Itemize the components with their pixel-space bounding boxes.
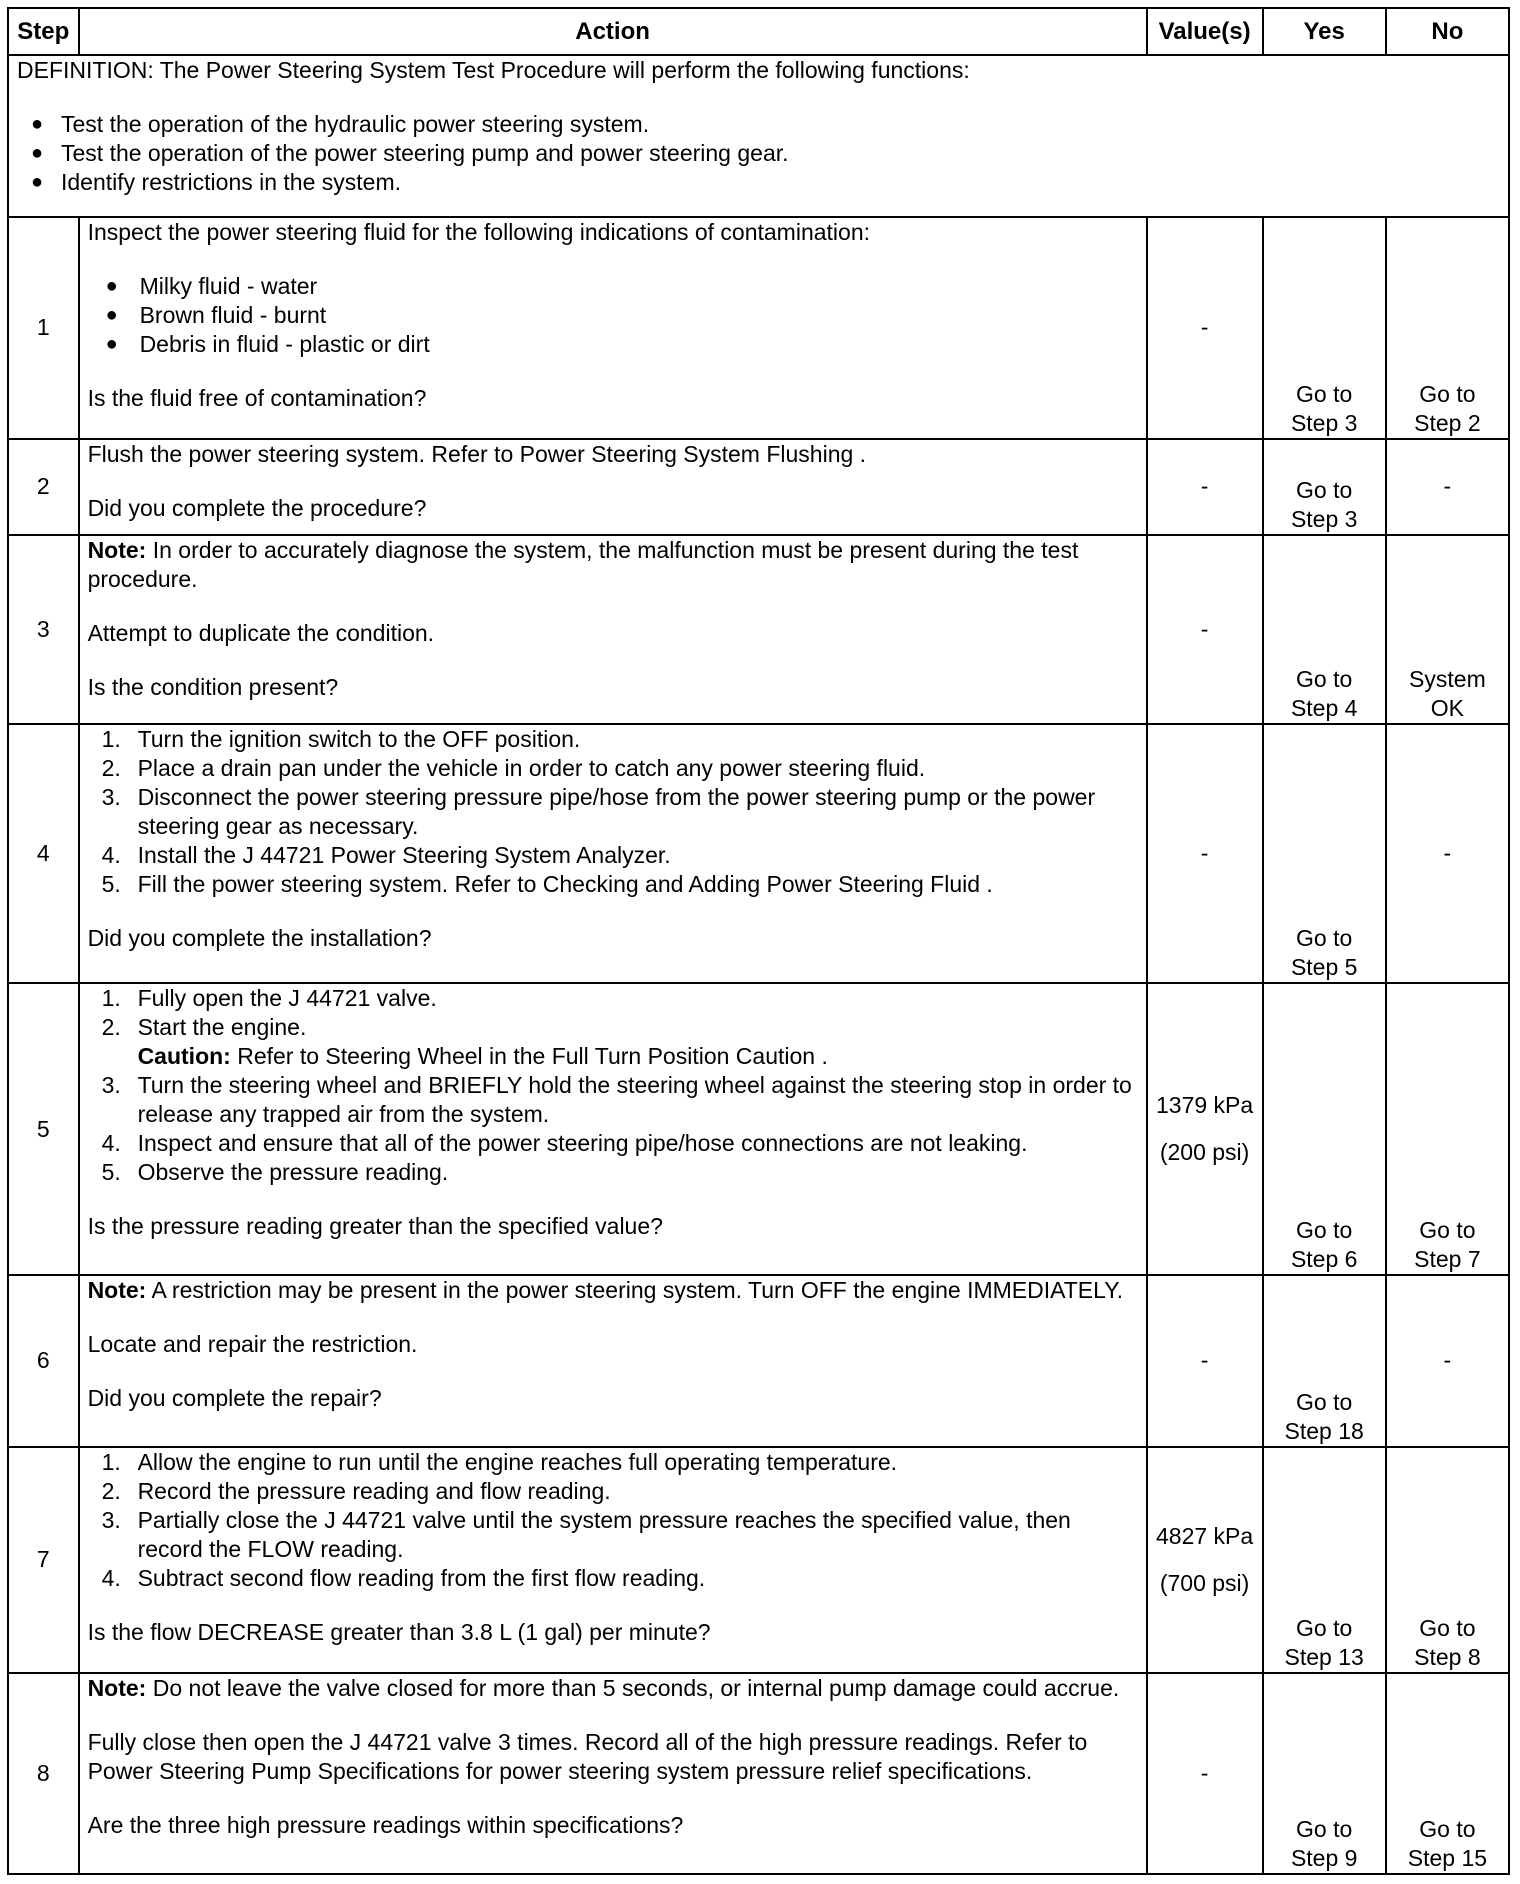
step-number: 1 <box>8 217 79 439</box>
step-number: 8 <box>8 1673 79 1874</box>
list-item: ● Milky fluid - water <box>88 272 1138 301</box>
action-question: Did you complete the installation? <box>87 924 432 951</box>
action-cell <box>79 217 1147 439</box>
item-text: Fill the power steering system. Refer to Checking and Adding Power Steering Fluid . <box>137 870 993 897</box>
definition-text: DEFINITION: The Power Steering System Test Procedure will perform the following functions: <box>17 57 970 84</box>
list-item <box>88 841 1138 870</box>
note-label: Note: <box>87 1675 147 1702</box>
action-cell <box>79 1447 1147 1674</box>
action-question: Is the fluid free of contamination? <box>87 384 427 411</box>
no-step: OK <box>1430 694 1464 721</box>
action-question: Is the condition present? <box>87 673 339 700</box>
action-question: Did you complete the procedure? <box>87 494 427 521</box>
action-cell <box>79 1275 1147 1446</box>
no-cell: - <box>1386 439 1509 535</box>
item-number: 3. <box>101 783 121 810</box>
list-item <box>88 1158 1138 1187</box>
item-number: 3. <box>101 1506 121 1533</box>
definition-row <box>8 55 1509 216</box>
value-cell <box>1147 1447 1263 1674</box>
no-step: Step 8 <box>1414 1644 1481 1671</box>
yes-cell <box>1263 1447 1386 1674</box>
yes-cell <box>1263 724 1386 983</box>
action-cell <box>79 535 1147 724</box>
yes-cell <box>1263 1275 1386 1446</box>
table-row <box>8 1447 1509 1674</box>
yes-step: Step 4 <box>1290 694 1358 721</box>
step-number: 4 <box>8 724 79 983</box>
action-question: Is the pressure reading greater than the specified value? <box>87 1213 663 1240</box>
yes-step: Step 3 <box>1290 505 1358 532</box>
header-row <box>8 8 1509 55</box>
item-number: 2. <box>101 1014 121 1041</box>
action-text: Fully close then open the J 44721 valve 3 times. Record all of the high pressure readings. Refer to Power Steering Pump Specifications for power steering system pressure relief specifications. <box>87 1729 1088 1785</box>
list-item: ● Test the operation of the power steering pump and power steering gear. <box>17 139 1500 168</box>
yes-step: Step 9 <box>1290 1845 1358 1871</box>
caution-block <box>138 1042 1138 1071</box>
yes-cell <box>1263 217 1386 439</box>
list-item: ● Brown fluid - burnt <box>88 301 1138 330</box>
list-item <box>88 1477 1138 1506</box>
action-list <box>88 725 1138 899</box>
table-row <box>8 217 1509 439</box>
item-number: 4. <box>101 1564 121 1591</box>
yes-text: Go to <box>1296 925 1353 952</box>
table-row <box>8 1673 1509 1874</box>
item-number: 1. <box>101 1448 121 1475</box>
table-row <box>8 724 1509 983</box>
list-item: ● Test the operation of the hydraulic power steering system. <box>17 110 1500 139</box>
yes-text: Go to <box>1296 1217 1353 1244</box>
table-row <box>8 1275 1509 1446</box>
yes-text: Go to <box>1296 380 1353 407</box>
item-text: Start the engine. <box>137 1014 307 1041</box>
action-text: Locate and repair the restriction. <box>87 1331 418 1358</box>
no-cell: - <box>1386 1275 1509 1446</box>
yes-text: Go to <box>1296 1816 1353 1842</box>
no-cell <box>1386 1447 1509 1674</box>
item-text: Allow the engine to run until the engine reaches full operating temperature. <box>137 1448 898 1475</box>
list-item <box>88 1013 1138 1071</box>
item-number: 3. <box>101 1072 121 1099</box>
value-cell: - <box>1147 439 1263 535</box>
note-text: In order to accurately diagnose the system, the malfunction must be present during the test procedure. <box>87 536 1079 592</box>
action-question: Did you complete the repair? <box>87 1385 382 1412</box>
action-cell <box>79 983 1147 1275</box>
no-text: Go to <box>1419 1615 1476 1642</box>
note-block <box>88 536 1138 594</box>
value-psi: (700 psi) <box>1159 1569 1250 1596</box>
yes-cell <box>1263 1673 1386 1874</box>
list-item <box>88 725 1138 754</box>
item-text: Place a drain pan under the vehicle in order to catch any power steering fluid. <box>137 754 926 781</box>
note-text: A restriction may be present in the power steering system. Turn OFF the engine IMMEDIATELY. <box>146 1277 1123 1304</box>
action-text: Attempt to duplicate the condition. <box>87 619 435 646</box>
list-item <box>88 783 1138 841</box>
header-no: No <box>1386 8 1509 55</box>
note-block <box>88 1674 1138 1703</box>
no-cell <box>1386 983 1509 1275</box>
no-step: Step 7 <box>1414 1246 1481 1273</box>
action-intro: Inspect the power steering fluid for the following indications of contamination: <box>87 218 871 245</box>
step-number: 6 <box>8 1275 79 1446</box>
value-cell: - <box>1147 1673 1263 1874</box>
action-text: Flush the power steering system. Refer to Power Steering System Flushing . <box>87 440 867 467</box>
item-text: Partially close the J 44721 valve until the system pressure reaches the specified value, then record the FLOW reading. <box>137 1506 1071 1562</box>
yes-cell <box>1263 439 1386 535</box>
yes-step: Step 13 <box>1284 1644 1364 1671</box>
item-text: Turn the ignition switch to the OFF position. <box>137 725 581 752</box>
no-step: Step 15 <box>1407 1845 1488 1871</box>
note-label: Note: <box>87 1277 147 1304</box>
note-label: Note: <box>87 536 147 563</box>
item-number: 4. <box>101 1130 121 1157</box>
yes-step: Step 18 <box>1284 1417 1364 1444</box>
yes-text: Go to <box>1296 1388 1353 1415</box>
value-kpa: 4827 kPa <box>1155 1522 1254 1549</box>
yes-text: Go to <box>1296 476 1353 503</box>
step-number: 7 <box>8 1447 79 1674</box>
table-row <box>8 535 1509 724</box>
value-psi: (200 psi) <box>1159 1139 1250 1166</box>
step-number: 3 <box>8 535 79 724</box>
item-text: Observe the pressure reading. <box>137 1159 449 1186</box>
list-item <box>88 984 1138 1013</box>
definition-bullets <box>17 110 1500 197</box>
item-text: Disconnect the power steering pressure pipe/hose from the power steering pump or the power steering gear as necessary. <box>137 783 1096 839</box>
item-number: 2. <box>101 754 121 781</box>
yes-text: Go to <box>1296 665 1353 692</box>
header-action: Action <box>79 8 1147 55</box>
yes-cell <box>1263 535 1386 724</box>
list-item <box>88 1129 1138 1158</box>
list-item <box>88 1448 1138 1477</box>
value-cell: - <box>1147 724 1263 983</box>
note-block <box>88 1276 1138 1305</box>
no-text: Go to <box>1419 1816 1476 1842</box>
action-cell <box>79 724 1147 983</box>
yes-step: Step 6 <box>1290 1246 1358 1273</box>
yes-step: Step 3 <box>1290 409 1358 436</box>
list-item: ● Debris in fluid - plastic or dirt <box>88 330 1138 359</box>
action-cell <box>79 439 1147 535</box>
list-item <box>88 754 1138 783</box>
value-cell <box>1147 983 1263 1275</box>
no-cell <box>1386 1673 1509 1874</box>
header-step: Step <box>8 8 79 55</box>
list-item <box>88 1564 1138 1593</box>
no-cell: - <box>1386 724 1509 983</box>
action-cell <box>79 1673 1147 1874</box>
list-item <box>88 1506 1138 1564</box>
procedure-table <box>7 7 1510 1875</box>
action-list <box>88 1448 1138 1593</box>
caution-text: Refer to Steering Wheel in the Full Turn Position Caution . <box>230 1043 828 1070</box>
table-row <box>8 439 1509 535</box>
step-number: 5 <box>8 983 79 1275</box>
definition-cell <box>8 55 1509 216</box>
no-cell <box>1386 217 1509 439</box>
item-number: 1. <box>101 725 121 752</box>
action-list <box>88 984 1138 1187</box>
table-row <box>8 983 1509 1275</box>
no-text: System <box>1409 665 1486 692</box>
item-number: 5. <box>101 1159 121 1186</box>
yes-step: Step 5 <box>1290 954 1358 981</box>
no-step: Step 2 <box>1414 409 1481 436</box>
value-kpa: 1379 kPa <box>1155 1092 1254 1119</box>
action-question: Are the three high pressure readings within specifications? <box>87 1812 684 1839</box>
no-text: Go to <box>1419 380 1476 407</box>
list-item <box>88 1071 1138 1129</box>
value-cell: - <box>1147 1275 1263 1446</box>
value-cell: - <box>1147 217 1263 439</box>
item-text: Inspect and ensure that all of the power steering pipe/hose connections are not leaking. <box>137 1130 1028 1157</box>
action-question: Is the flow DECREASE greater than 3.8 L (1 gal) per minute? <box>87 1618 711 1645</box>
header-yes: Yes <box>1263 8 1386 55</box>
item-text: Subtract second flow reading from the first flow reading. <box>137 1564 706 1591</box>
yes-cell <box>1263 983 1386 1275</box>
item-number: 1. <box>101 985 121 1012</box>
value-cell: - <box>1147 535 1263 724</box>
no-cell <box>1386 535 1509 724</box>
no-text: Go to <box>1419 1217 1476 1244</box>
caution-label: Caution: <box>137 1043 231 1070</box>
item-text: Record the pressure reading and flow reading. <box>137 1477 611 1504</box>
header-values: Value(s) <box>1147 8 1263 55</box>
item-number: 5. <box>101 870 121 897</box>
item-number: 2. <box>101 1477 121 1504</box>
list-item: ● Identify restrictions in the system. <box>17 168 1500 197</box>
item-text: Fully open the J 44721 valve. <box>137 985 437 1012</box>
yes-text: Go to <box>1296 1615 1353 1642</box>
item-number: 4. <box>101 841 121 868</box>
list-item <box>88 870 1138 899</box>
action-bullets <box>88 272 1138 359</box>
item-text: Install the J 44721 Power Steering System Analyzer. <box>137 841 671 868</box>
note-text: Do not leave the valve closed for more than 5 seconds, or internal pump damage could accrue. <box>146 1675 1120 1702</box>
step-number: 2 <box>8 439 79 535</box>
item-text: Turn the steering wheel and BRIEFLY hold the steering wheel against the steering stop in order to release any trapped air from the system. <box>137 1072 1132 1128</box>
